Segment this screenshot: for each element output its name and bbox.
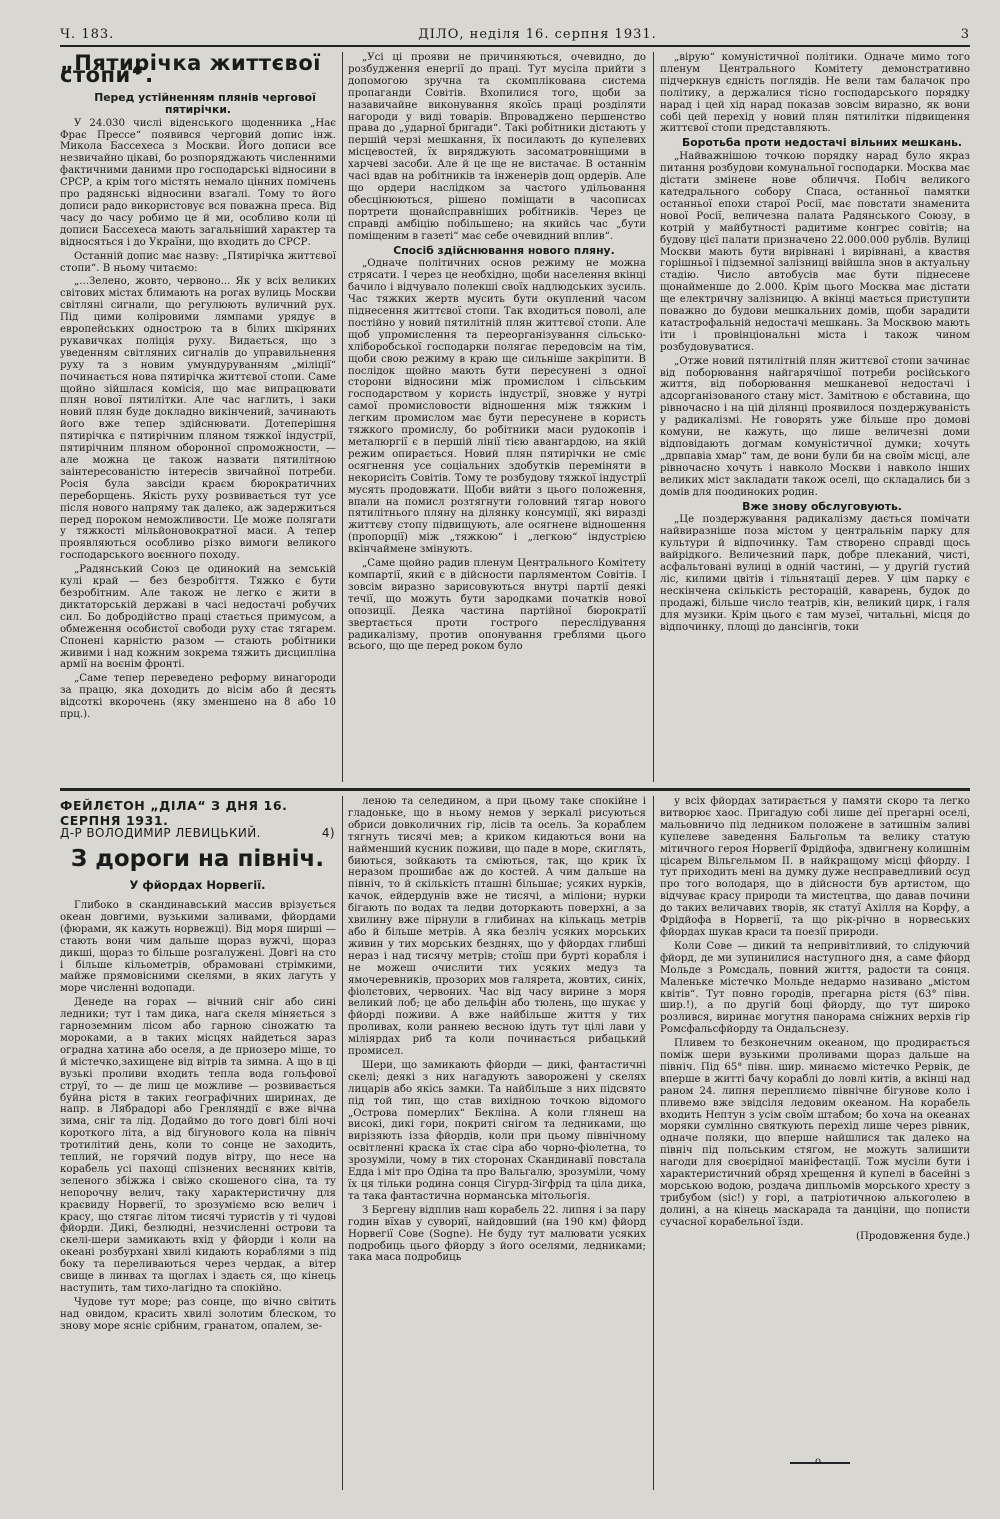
header-rule [60,45,970,47]
feuilleton-column-1 [60,900,336,1490]
article-column-2 [348,52,646,782]
section-subhead: Боротьба проти недостачі вільних мешкань. [681,136,963,150]
section-rule [60,788,970,791]
paragraph: З Бергену відплив наш корабель 22. липня і за пару годин вїхав у сувориї, найдовший (на 190 км) фйорд Норвегії Сове (Sogne). Не буду тут малювати усяких подробиць цього фйорду з його оселями, ледниками; така маса подробиць [348,1204,646,1264]
paragraph: „Найважнішою точкою порядку нарад було якраз питання розбудови комунальної господарки. Москва має дістати змінене нове обличчя. Побіч великого катедрального собору Спаса, останньої памятки останньої епохи старої Росії, має повстати знаменита нової Росії, величезна палата Радянського Союзу, в котрій у майбутності радитиме конгрес совітів; на будову цієї палати призначено 22.000.000 рублів. Вулиці Москви мають бути вирівнані і вирівнані, а кваствя горішньої і підземної залізниці ввійшла знов в актуальну стадію. Число автобусів має бути піднесене щонайменше до 2.000. Крім цього Москва має дістати ще електричну залізницю. А вкінці мається приступити поважно до будови мешкальних домів, щоби зарадити катастрофальній недостачі мешкань. За Москвою мають іти і провінціональні міста і також чином розбудовуватися. [660,151,970,353]
paragraph: „Усі ці прояви не причиняються, очевидно, до розбудження енергії до праці. Тут мусіла прийти з допомогою зручна та скомплікована система пропаганди Совітів. Вхопилися того, щоби за назавичайне виконування якоїсь праці розділяти нагороди у виді товарів. Впроваджено першенство права до „ударної бригади“. Такі робітники дістають у першій черзі мешкання, їх посилають до купелевих місцевостей, їх виряджують засоматровніщими в харчеві засоби. Але й це ще не вистачає. В останнім часі вдав на робітників та інженерів дощ ордерів. Але що ордери наслідком за частого удільовання обесцінюються, рішено поміщати в часописах портрети щонайсправніших робітників. Через це справді амбіцію побільшено; на якийсь час „бути поміщеним в газеті“ має себе очевидний вплив“. [348,52,646,242]
column-divider [342,796,343,1490]
paragraph: Шери, що замикають фйорди — дикі, фантастичні скелі; деякі з них нагадують заворожені у скелях лицарів або якісь замки. Та найбільше з них підсвято під той тип, що став вихідною точкою відомого „Острова померлих“ Бекліна. А коли глянеш на високі, дикі гори, покриті снігом та ледниками, що вирізяють ізза фйордів, коли при цьому північному освітленні краска їх стає сіра або чорно-фіолетна, то зрозуміли, чому в тих сторонах Скандинавії повстала Едда і міт про Одіна та про Вальгалю, зрозуміли, чому їх ця тільки родина сонця Сігурд-Зігфрід та ціла дика, та така фантастична норманська мітольогія. [348,1059,646,1202]
part-number: 4) [321,826,335,840]
paragraph: Коли Сове — дикий та непривітливий, то слідуючий фйорд, де ми зупинилися наступного дня, а саме фйорд Мольде з Ромсдаль, повний життя, радости та сонця. Маленьке містечко Мольде недармо називано „містом квітів“. Тут повно городів, прегарна рістя (63° півн. шир.!), а по другій боці фйорду, що тут широко розлився, виринає могутня панорама сніжних верхів гір Ромсфальсфйорду та Ондальснезу. [660,940,970,1036]
paragraph: Останній допис має назву: „Пятирічка життєвої стопи“. В ньому читаємо: [60,250,336,274]
article-subtitle: Перед устійненням плянів чергової пятирічки. [94,90,316,116]
section-subhead: Спосіб здійснювання нового пляну. [393,243,615,257]
article-column-3 [660,52,970,782]
feuilleton-title: З дороги на північ. [70,846,325,872]
page-header [60,24,970,44]
paragraph: „Саме тепер переведено реформу винагороди за працю, яка доходить до вісім або й десять відсоткі вкорочень (яку зменшено на 8 або 10 прц.). [60,673,336,721]
paragraph: „Одначе політичних основ режиму не можна стрясати. І через це необхідно, щоби населення вкінці бачило і відчувало полекші своїх надлюдських зусиль. Час тяжких жертв мусить бути окуплений часом піднесення життєвої стопи. Так входиться поволі, але постійно у новий пятилітній плян життєвої стопи. Але щоб упромислення та переорганізування сільсько-хліборобської господарки полягає передовсім на тім, щоби свою режиму в краю ще сильніше закріпити. В послідок щойно мають бути пересунені з одної сторони відносини між промислом і сільським господарством у користь індустрії, зновже у нутрі самої промисловости відношення між тяжким і легким промислом має бути пересунене в користь тяжкого промислу, бо робітники маси рудокопів і металюргії є в першій лінії тією авангардою, на якій режим опирається. Новий плян пятирічки не сміє осягнення усе соціальних здобутків переміняти в некорисіть Совітів. Тому те розбудову тяжкої індустрії мусять продовжати. Щоби вийти з цього положення, впали на помисл розтягнути головний тягар нового пятилітнього пляну на ділянку консумції, які виразді життєву стопу підвищують, але осягнене відношення (пропорції) між „тяжкою“ і „легкою“ індустрією вкінчаймене змінують. [348,258,646,556]
article-title: „Пятирічка життєвої стопи“. [60,52,321,87]
page-number: 3 [960,26,970,42]
paragraph: Денеде на горах — вічний сніг або сині ледники; тут і там дика, нага скеля міняється з гарноземним лісом або гарною сіножатю та мороками, а в таких місцях найдеться зараз оградна хатина або оселя, а де приозеро міше, то й містечко,захищене від вітрів та зимна. А що в ці вузькі проливи входить тепла вода гольфової струї, то — де лиш це можливе — розвивається буйна рістя в таких географічних ширинах, де напр. в Лябрадорі або Гренляндії є вже вічна зима, сніг та лід. Додаймо до того довгі білі ночі короткого літа, а від бігунового кола на північ тротилітий день, коли то сонце не заходить, теплий, не горячий подув вітру, що несе на корабель усі пахощі спізнених весняних квітів, зеленого збіжжа і свіжо скошеного сіна, та ту непорочну велич, таку характеристичну для краєвиду Норвегії, то зрозуміємо всю велич і красу, що стягає літом тисячі туристів у ті чудові фйорди. Дикі, безлюдні, незчисленні острови та скелі-шери замикають вхід у фйорди і коли на океані розбурхані хвилі кидають кораблями з під боку та переливаються через чердак, а вітер свище в линвах та щоглах і здаєть ся, що кінець наступить, там тихо-лагідно та спокійно. [60,997,336,1294]
paragraph: Чудове тут море; раз сонце, що вічно світить над овидом, красить хвилі золотим блеском, то знову море ясніє срібним, гранатом, опалем, зе- [60,1296,336,1332]
paragraph: „Отже новий пятилітній плян життєвої стопи зачинає від поборювання найгарячішої потреби російського життя, від поборювання мешканевої недостачі і адсорганізованого стану міст. Замітною є обставина, що рівночасно і на цій ділянці проявилося поздержуваність у радикалізмі. Не говорять уже більше про домові комуни, не кажуть, що лише величезні доми відповідають догмам комуністичної думки; хочуть „дрвпавіа хмар“ там, де вони були би на своїм місці, але рівночасно хочуть і навколо Москви і навколо інших великих міст закладати також оселі, що складались би з домів для поодиноких родин. [660,355,970,498]
author-name: Д-Р ВОЛОДИМИР ЛЕВИЦЬКИЙ. [60,826,261,840]
article-column-1 [60,52,336,782]
paragraph: „Це поздержування радикалізму дається помічати найвиразніше поза містом у центральнім парку для культури й відпочинку. Там створено справді щось вайрідкого. Величезний парк, добре плеканий, чисті, асфальтовані вулиці в одній частині, — у другій густий ліс, килими цвітів і тільнятації дерев. У цім парку є нескінчена скількість ресторацій, каварень, будок до продажі, більше число театрів, кін, великий цирк, і галя для музики. Крім цього є там музеї, читальні, місця до відпочинку, площі до дансінгів, токи [660,514,970,633]
issue-number: Ч. 183. [60,26,115,42]
masthead-date: ДІЛО, неділя 16. серпня 1931. [418,26,657,42]
paragraph: „вірую“ комуністичної політики. Одначе мимо того пленум Центрального Комітету демонстративно підчеркнув єдність поглядів. Не вели там балачок про політику, а держалися тісно господарського порядку нарад і цей хід нарад показав зовсім виразно, як вони собі цей перехід у новий плян пятилітки підвищення життєвої стопи представляють. [660,52,970,135]
feuilleton-column-2 [348,796,646,1490]
paragraph: у всіх фйордах затирається у памяти скоро та легко витворює хаос. Пригадую собі лише деї прегарні оселі, мальовничо під ледником положене в затишнім заливі купелеве заведення Бальгольм та велику статую мітичного героя Норвегії Фрідйофа, здвигнену колишнім цісарем Вільгельмом II. в найкращому місці фйорду. І тут приходить мені на думку дуже несправедливий осуд про того володаря, що в дійсности був артистом, що відчуває красу природи та мистецтва, що давав почини до таких величавих творів, як статуї Ахілля на Корфу, а Фрідйофа в Норвегії, та що рік-річно в норвеських фйордах шукав краси та поезії природи. [660,796,970,938]
end-ornament: о [815,1456,822,1467]
column-divider [653,796,654,1490]
feuilleton-byline [60,826,335,840]
paragraph: „...Зелено, жовто, червоно... Як у всіх великих світових містах блимають на рогах вулиць Москви світляні сигнали, що регулюють вуличний рух. Під цими коліровими лямпами урядує в европейських однострою та в білих шкіряних рукавичках поліція руху. Видається, що з уведенням світляних сигналів до управильнення руху та з новим умундуруванням „міліції“ починається нова пятирічка життєвої стопи. Саме щойно зійшлася комісія, що має випрацювати плян нової пятилітки. Але час наглить, і заки новий плян буде докладно викінчений, зачинають його вже тепер здійснювати. Дотеперішня пятирічка є пятирічним пляном тяжкої індустрії, пятирічним пляном оборонної спроможности, — але можна це також назвати пятилітною заінтересованістю інтересів звичайної потреби. Росія була завсіди краєм бюрократичних переборщень. Якість руху розвивається тут усе після нового напряму так далеко, аж задержиться перед пороком неможливости. Це може полягати у тяжкості мільйоновократної маси. А тепер проявляються особливо різко вимоги великого господарського воєнного походу. [60,276,336,562]
feuilleton-subtitle: У фйордах Норвегії. [129,878,266,892]
paragraph: „Саме щойно радив пленум Центрального Комітету компартії, який є в дійсности парляментом Совітів. І зовсім виразно зарисовуються внутрі партії деякі течії, що можуть бути зародками початків нової опозиції. Деяка частина партійної бюрократії звертається проти гострого переслідування радикалізму, против опонування греблями цього всього, що ще перед роком було [348,558,646,653]
section-subhead: Вже знову обслуговують. [742,499,902,513]
continuation-note: (Продовження буде.) [856,1230,970,1242]
paragraph: леною та селедином, а при цьому таке спокійне і гладоньке, що в ньому немов у зеркалі рисуються обриси довколичних гір, лісів та осель. За кораблем тягнуть тисячі мев; а криком кидаються вони на найменший кусник поживи, що паде в море, скиглять, биються, зойкають та сміються, так, що крик їх неразом прошибає аж до костей. А чим дальше на північ, то й скількість пташні більшає; усяких нурків, качок, ейдердунів вже не тисячі, а міліони; нурки бігають по водах та ледви доторкають поверхні, а за хвилину вже пірнули в глибинах на кількаць метрів або й більше метрів. А яка безліч усяких морських живин у тих морських безднях, що у фйордах глибші нераз і над тисячу метрів; стоїш при бурті корабля і не можеш очислити тих усяких медуз та ямочеревників, прозорих мов галярета, жовтих, синіх, фіолєтових, червоних. Час від часу вирине з моря великий лоб; це або дельфін або тюлень, що шукає у фйорді поживи. А вже найбільше життя у тих проливах, коли раннею весною ідуть тут цілі лави у міліярдах риб та коли починається рибацький промисел. [348,796,646,1058]
paragraph: Глибоко в скандинавський массив врізується океан довгими, вузькими заливами, фйордами (фюрами, як кажуть норвежці). Від моря ширші — стають вони чим дальше щораз вужчі, щораз дикші, щораз то більше розгалужені. Довгі на сто і більше кільометрів, обрамовані стрімкими, майже прямовісними скелями, в яких лагуть у море численні водопади. [60,900,336,995]
column-divider [342,52,343,782]
paragraph: „Радянський Союз це одинокий на земській кулі край — без безробіття. Тяжко є бути безробітним. Але також не легко є жити в диктаторській державі в часі недостачі робучих сил. Бо добродійство праці стається примусом, а обмеження особистої свободи руху стає тягарем. Спонені карністю разом — стають робітники живими і над кожним зокрема тяжить дисципліна армії на воєнім фронті. [60,564,336,671]
paragraph: У 24.030 числі віденського щоденника „Нає Фрає Прессе“ появився черговий допис інж. Микола Бассехеса з Москви. Його дописи все незвичайно цікаві, бо розпоряджають численними фактичними даними про господарські відносини в СРСР, а крім того містять немало цінних помічень про радянські відносини взагалі. Тому то його дописи радо використовує вся поважна преса. Від часу до часу робимо це й ми, особливо коли ці дописи Бассехеса мають загальніший характер та відносяться і до України, що входить до СРСР. [60,117,336,248]
paragraph: Пливем то безконечним океаном, що продирається поміж шери вузькими проливами щораз дальше на північ. Під 65° півн. шир. минаємо містечко Рервік, де вперше в житті бачу кораблі до ловлі китів, а вкінці над раном 24. липня переплиємо північне бігунове коло і пливемо вже звідсіля ледовим океаном. На корабель входить Нептун з усім своїм штабом; бо хоча на океанах моряки сумлінно святкують перехід лише через рівник, одначе поляки, що вперше найшлися так далеко на північ під польським стягом, не можуть залишити нагоди для своєрідної маніфестації. Тож мусіли бути і характеристичний обряд хрещення й купелі в басейні з морською водою, роздача дипльомів морського хресту з трибубом (sic!) у горі, а патріотичною алькоголею в долині, а на кінець маскарада та данціни, що пописти сучасної корабельної їзди. [660,1038,970,1228]
feuilleton-column-3 [660,796,970,1446]
column-divider [653,52,654,782]
feuilleton-heading: ФЕЙЛЄТОН „ДІЛА“ З ДНЯ 16. СЕРПНЯ 1931. [60,798,288,828]
